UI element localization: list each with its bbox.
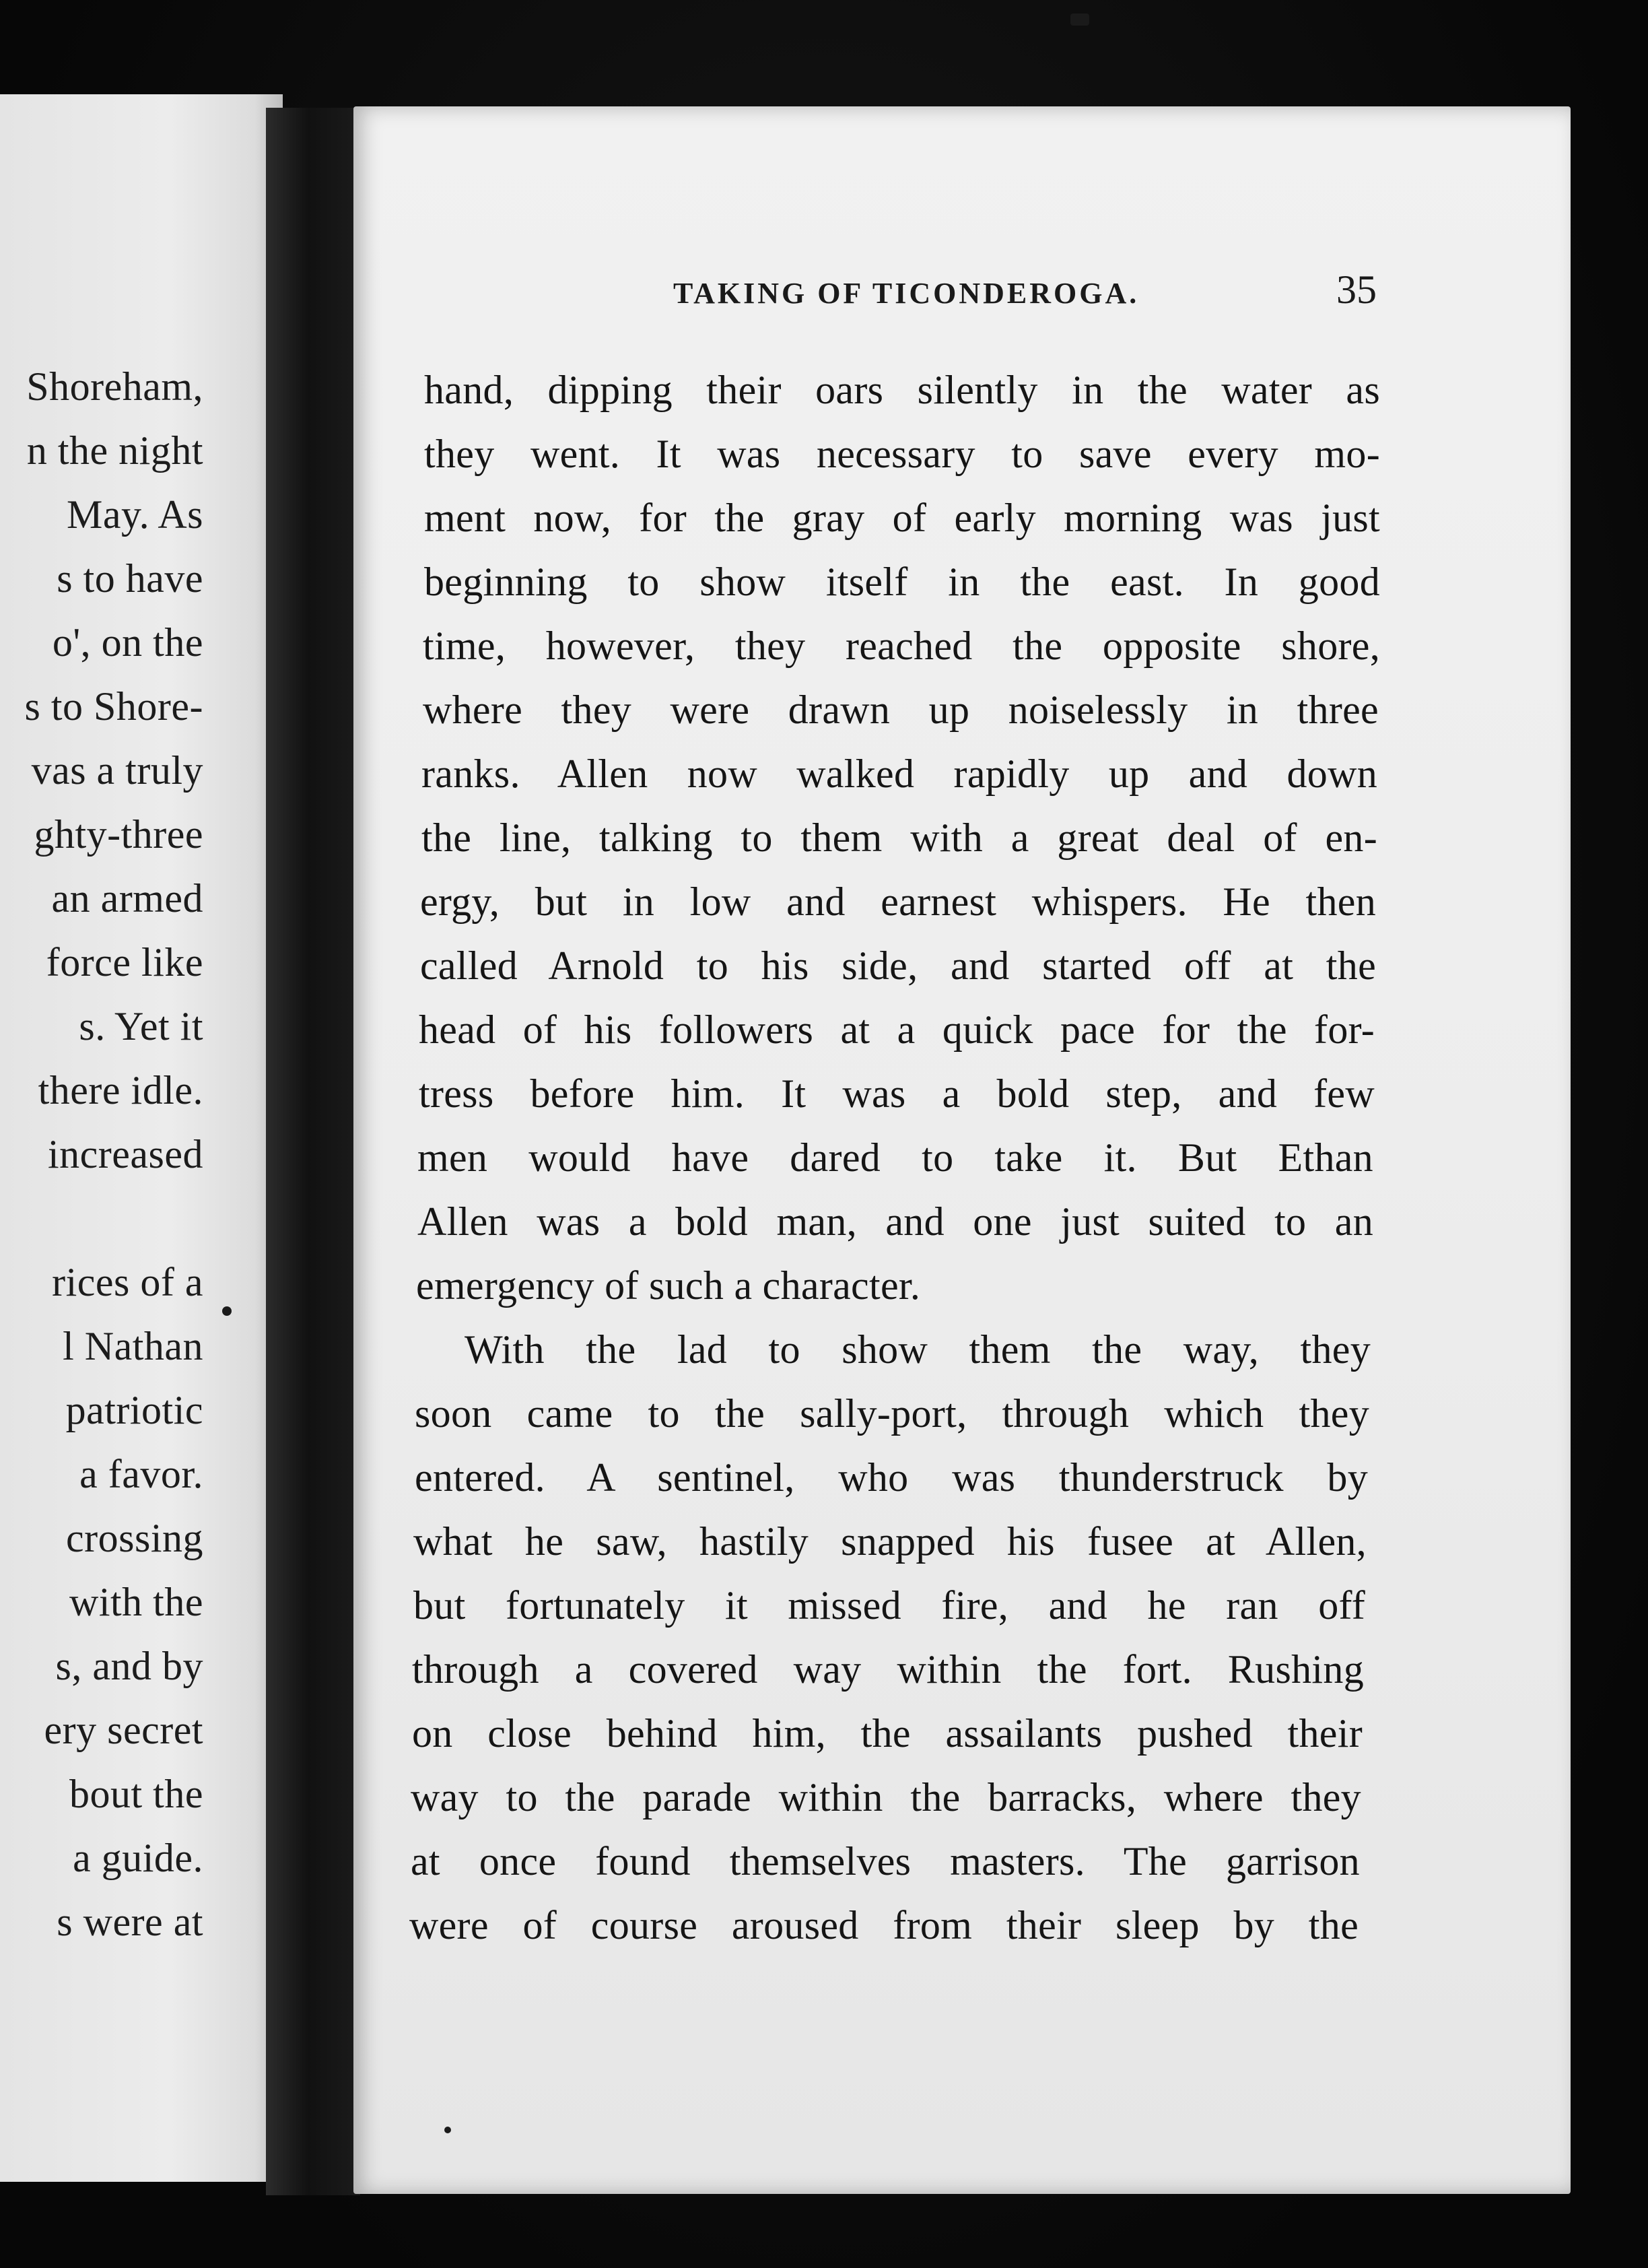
- scan-speck: [444, 2127, 451, 2133]
- left-line: s. Yet it: [79, 1004, 203, 1048]
- left-line: s to have: [57, 556, 203, 601]
- text-line: called Arnold to his side, and started off at the: [420, 943, 1376, 988]
- left-line: o', on the: [52, 620, 203, 665]
- text-line: through a covered way within the fort. Rushing: [412, 1647, 1364, 1692]
- book-gutter: [266, 108, 360, 2195]
- left-page-fragment: [0, 94, 283, 2182]
- left-line: rices of a: [52, 1260, 203, 1304]
- left-line: l Nathan: [63, 1324, 203, 1368]
- text-line: but fortunately it missed fire, and he ran off: [413, 1583, 1365, 1628]
- text-line: beginning to show itself in the east. In good: [424, 560, 1380, 604]
- left-line: force like: [46, 940, 203, 985]
- text-line: what he saw, hastily snapped his fusee at Allen,: [413, 1519, 1367, 1564]
- text-line: Allen was a bold man, and one just suited to an: [417, 1199, 1373, 1244]
- running-head: TAKING OF TICONDEROGA.: [673, 277, 1140, 310]
- text-line: they went. It was necessary to save every mo-: [424, 432, 1380, 476]
- left-line: Shoreham,: [26, 364, 203, 409]
- left-line: a favor.: [79, 1452, 203, 1496]
- text-line: tress before him. It was a bold step, and few: [419, 1071, 1375, 1116]
- text-line: hand, dipping their oars silently in the water as: [424, 368, 1380, 412]
- left-line: there idle.: [38, 1068, 203, 1112]
- text-line: where they were drawn up noiselessly in three: [423, 688, 1379, 732]
- text-line: soon came to the sally-port, through which they: [415, 1391, 1369, 1436]
- text-line: way to the parade within the barracks, where they: [411, 1775, 1361, 1820]
- text-line: emergency of such a character.: [416, 1263, 921, 1308]
- left-line: s, and by: [55, 1644, 203, 1688]
- text-line: on close behind him, the assailants pushed their: [412, 1711, 1363, 1756]
- text-line: ranks. Allen now walked rapidly up and down: [421, 752, 1377, 796]
- left-line: s were at: [57, 1900, 203, 1944]
- scan-speck: [222, 1306, 232, 1316]
- left-line: s to Shore-: [24, 684, 203, 729]
- text-line: time, however, they reached the opposite shore,: [423, 624, 1380, 668]
- left-line: ghty-three: [34, 812, 203, 857]
- left-line: patriotic: [65, 1388, 203, 1432]
- text-line: were of course aroused from their sleep by the: [409, 1903, 1359, 1947]
- left-line: May. As: [67, 492, 203, 537]
- text-line: ergy, but in low and earnest whispers. He then: [420, 879, 1376, 924]
- left-line: ery secret: [44, 1708, 203, 1752]
- text-line: With the lad to show them the way, they: [465, 1327, 1371, 1372]
- text-line: head of his followers at a quick pace for the for-: [419, 1007, 1375, 1052]
- left-line: an armed: [51, 876, 203, 921]
- text-line: entered. A sentinel, who was thunderstruck by: [415, 1455, 1368, 1500]
- left-line: with the: [69, 1580, 203, 1624]
- left-line: a guide.: [73, 1836, 203, 1880]
- page-number: 35: [1336, 267, 1377, 312]
- scan-speck: [1070, 13, 1089, 26]
- left-line: increased: [47, 1132, 203, 1176]
- text-line: men would have dared to take it. But Ethan: [417, 1135, 1373, 1180]
- text-line: at once found themselves masters. The garrison: [411, 1839, 1360, 1883]
- left-line: crossing: [66, 1516, 203, 1560]
- left-line: bout the: [69, 1772, 203, 1816]
- left-line: n the night: [26, 428, 203, 473]
- text-line: ment now, for the gray of early morning was just: [424, 496, 1380, 540]
- left-line: vas a truly: [31, 748, 203, 793]
- text-line: the line, talking to them with a great deal of en-: [421, 815, 1377, 860]
